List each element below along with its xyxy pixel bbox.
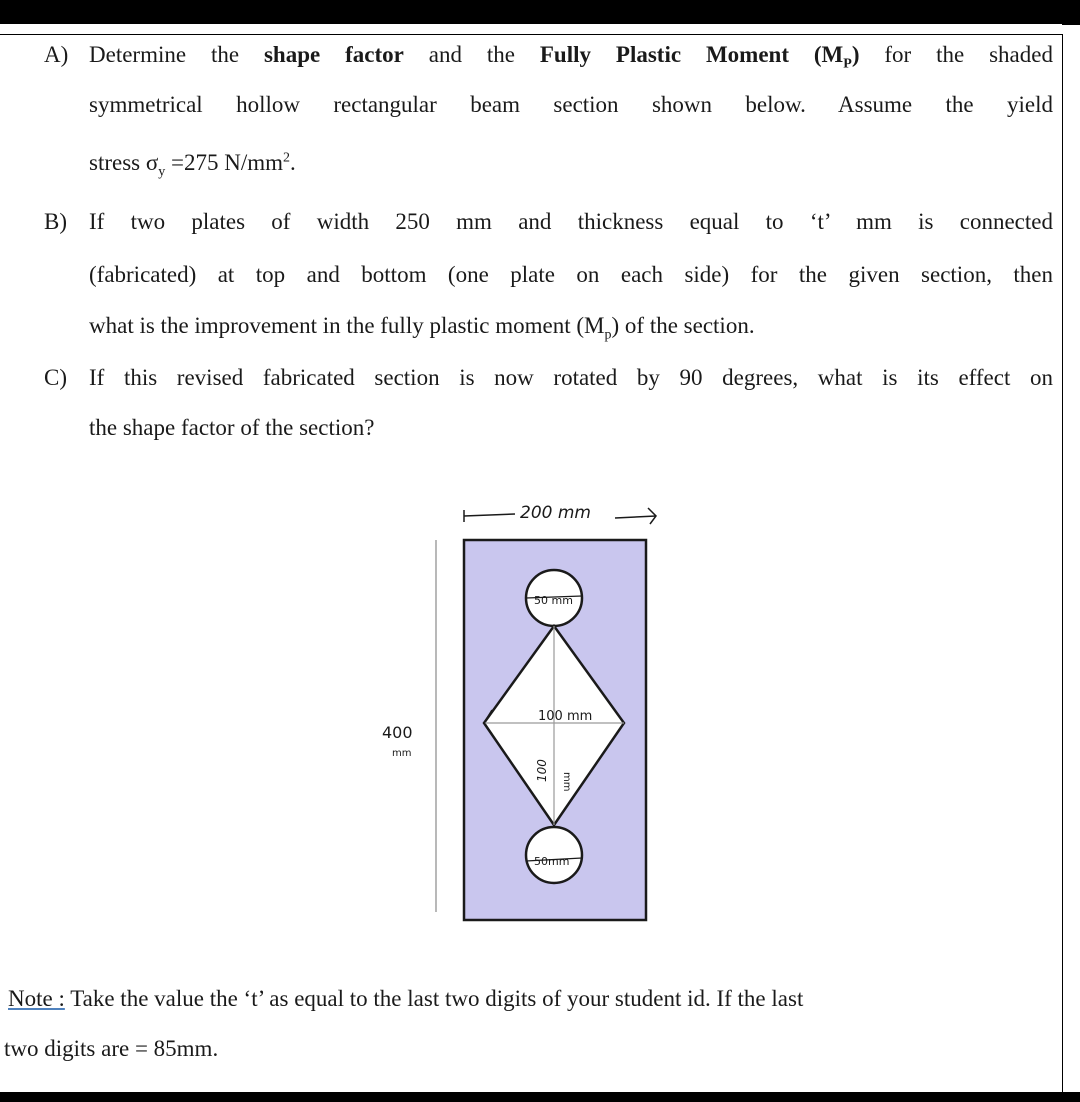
beam-section-diagram bbox=[360, 480, 700, 940]
frame-corner-tick bbox=[1062, 24, 1080, 25]
question-a-line-1: Determine the shape factor and the Fully Plastic Moment $(M_P)$ for the shaded bbox=[89, 42, 1053, 72]
top-circle-label: 50 mm bbox=[534, 594, 573, 607]
note-line-1: Note : Take the value the ‘t’ as equal to the last two digits of your student id. If the last bbox=[8, 986, 804, 1011]
question-c-line-1: If this revised fabricated section is now rotated by 90 degrees, what is its effect on bbox=[89, 365, 1053, 390]
diamond-width-label: 100 mm bbox=[538, 709, 593, 724]
question-c-line-2: the shape factor of the section? bbox=[89, 415, 375, 440]
width-dimension-line-right bbox=[615, 516, 656, 518]
question-a-line-2: symmetrical hollow rectangular beam section shown below. Assume the yield bbox=[89, 92, 1053, 117]
question-b-line-2: (fabricated) at top and bottom (one plate on each side) for the given section, then bbox=[89, 262, 1053, 287]
frame-top-border bbox=[0, 34, 1062, 35]
question-a-label: A) bbox=[44, 42, 69, 67]
question-b-line-3: what is the improvement in the fully plastic moment $(M_p)$ of the section. bbox=[89, 313, 755, 343]
plastic-moment-term: Fully Plastic Moment $(M_P)$ bbox=[539, 42, 860, 72]
question-b-label: B) bbox=[44, 209, 67, 234]
bottom-black-bar bbox=[0, 1092, 1080, 1102]
top-black-bar bbox=[0, 0, 1080, 24]
height-dimension-label: 400 bbox=[382, 723, 413, 742]
shape-factor-term: shape factor bbox=[263, 42, 404, 67]
diamond-height-label: 100 bbox=[535, 759, 549, 782]
question-a-line-3: stress $\sigma_y =275$ $N/mm^2$. bbox=[89, 150, 296, 180]
question-c-label: C) bbox=[44, 365, 67, 390]
bottom-circle-label: 50mm bbox=[534, 855, 570, 868]
height-dimension-unit: mm bbox=[392, 748, 412, 759]
frame-right-border bbox=[1062, 34, 1063, 1094]
note-line-2: two digits are = 85mm. bbox=[4, 1036, 219, 1061]
width-dimension-line-left bbox=[464, 514, 515, 516]
diamond-height-unit: mm bbox=[561, 772, 572, 792]
question-b-line-1: If two plates of width 250 mm and thickness equal to ‘t’ mm is connected bbox=[89, 209, 1053, 234]
width-dimension-label: 200 mm bbox=[520, 503, 591, 523]
note-label: Note : bbox=[8, 986, 65, 1011]
